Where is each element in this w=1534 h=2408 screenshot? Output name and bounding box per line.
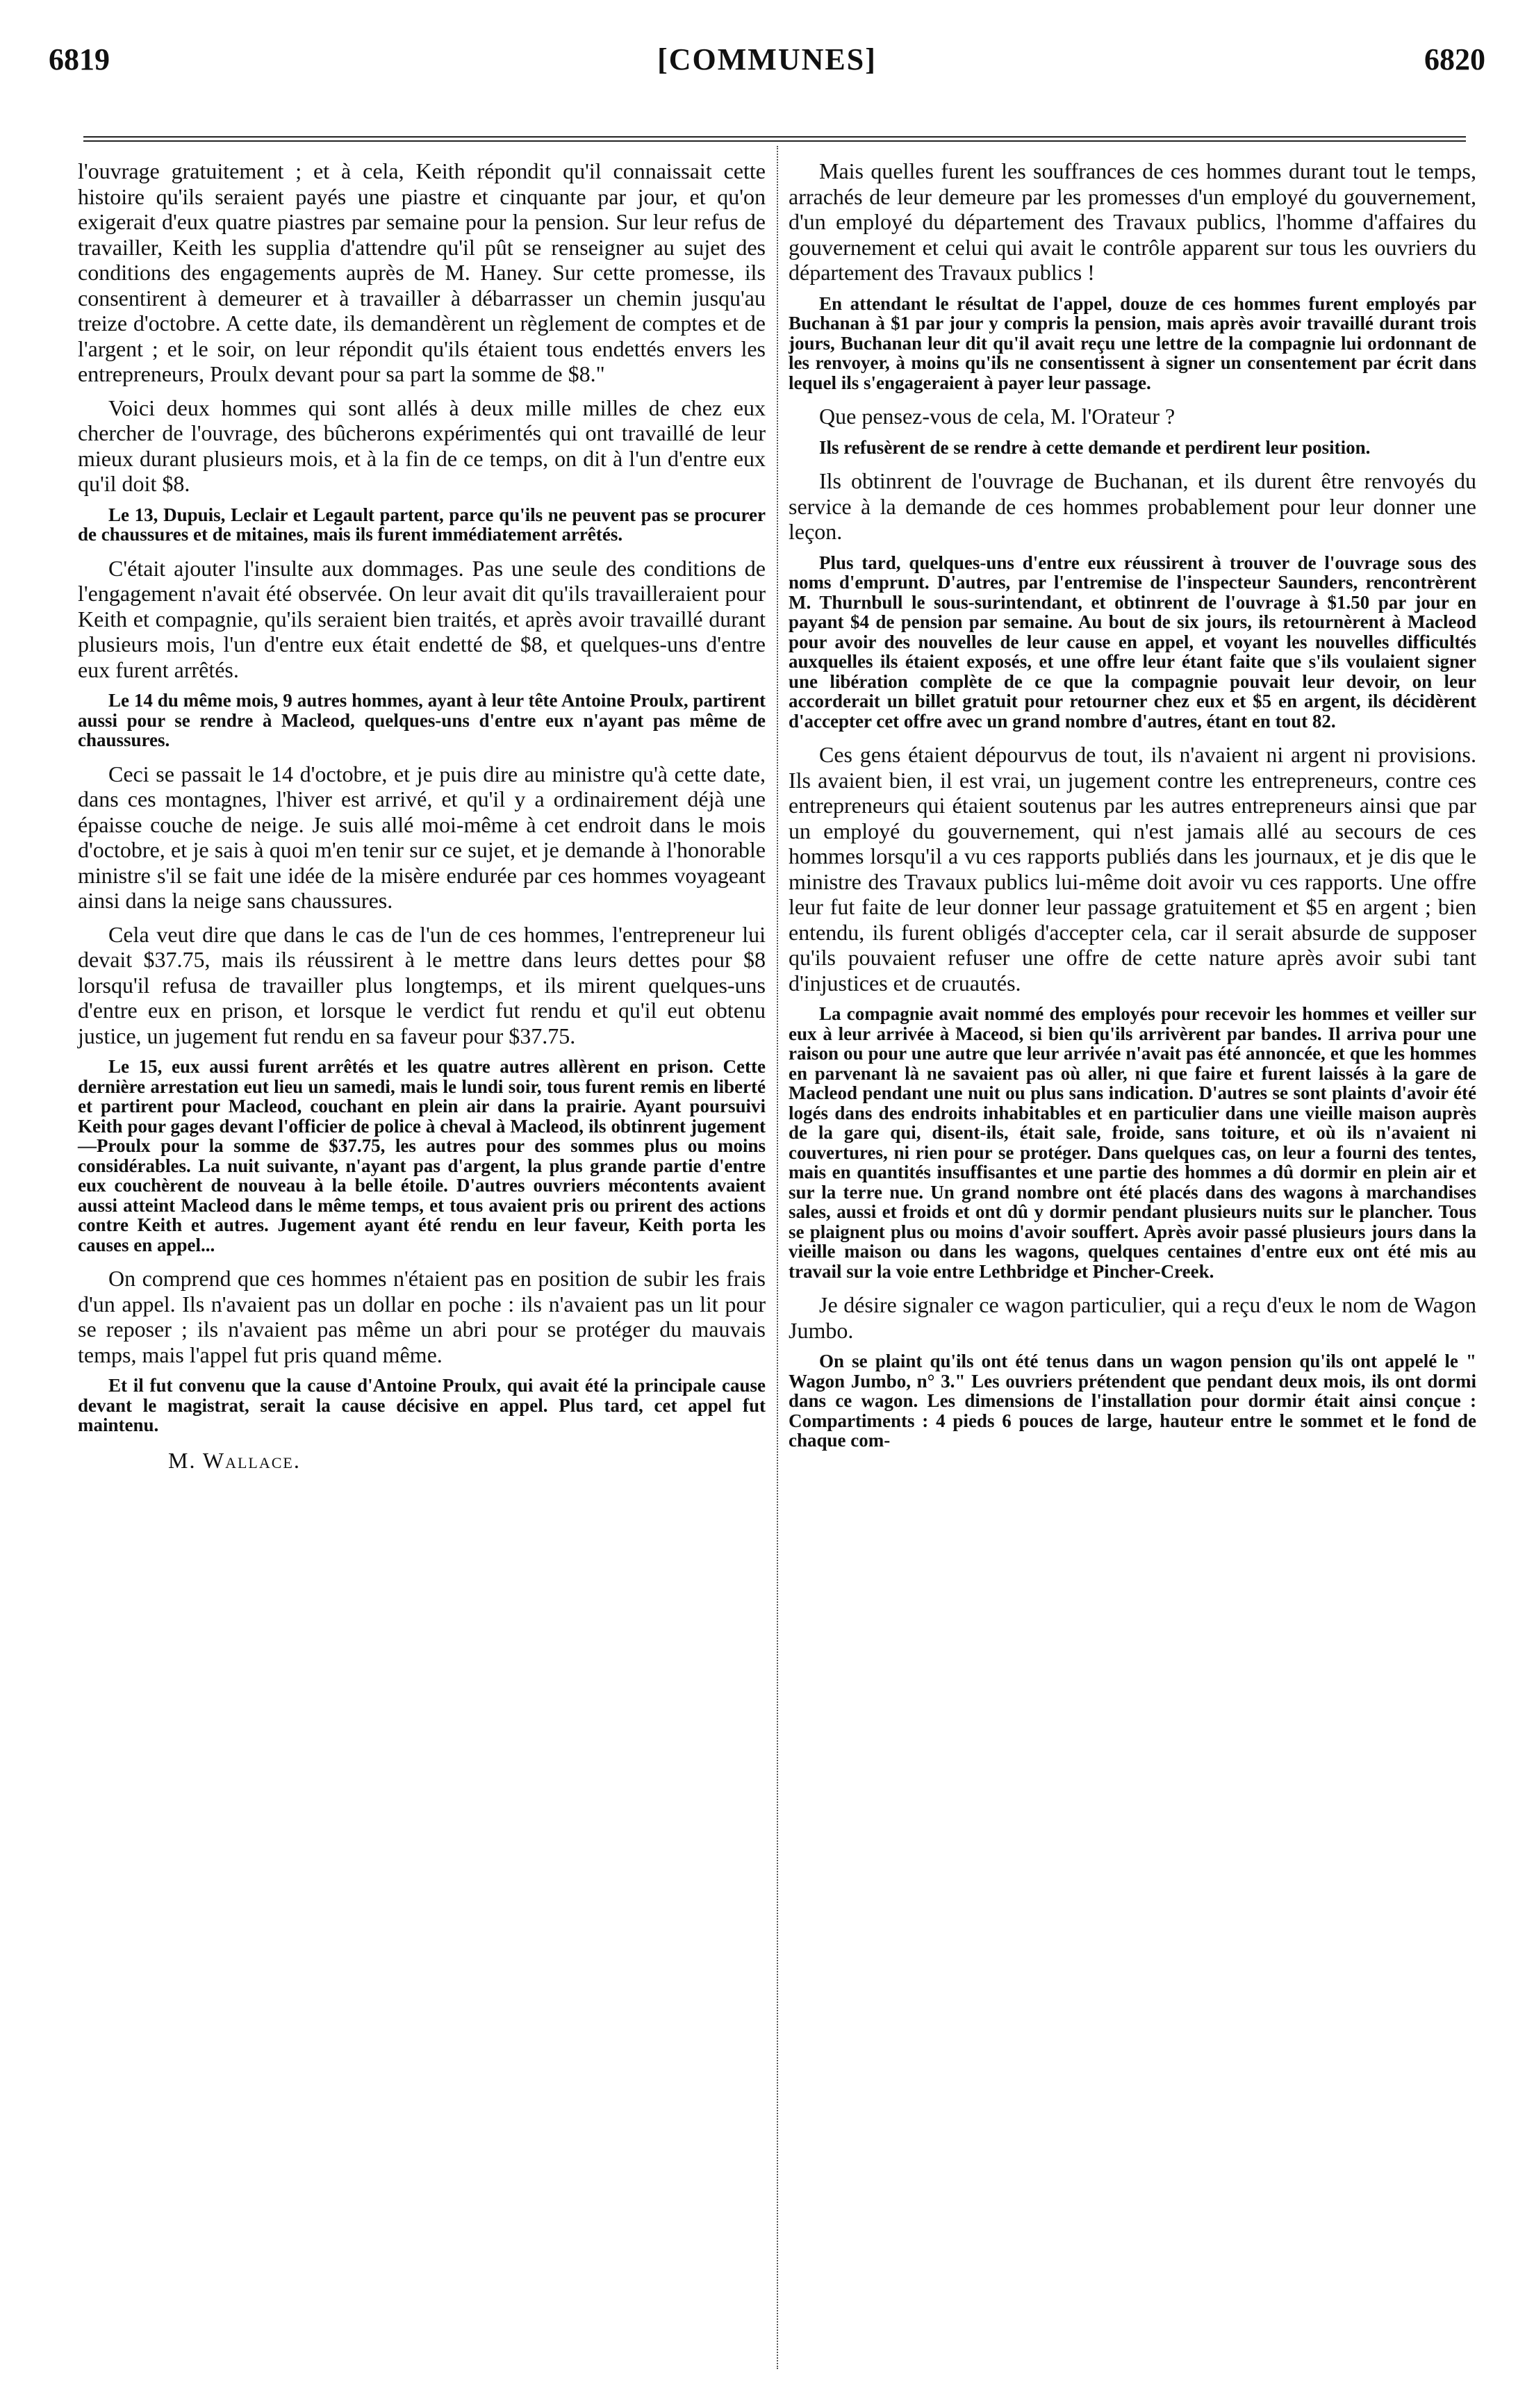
right-column xyxy=(789,158,1476,1462)
column-divider xyxy=(777,146,778,2369)
quoted-passage: On se plaint qu'ils ont été tenus dans un wagon pension qu'ils ont appelé le " Wagon Jumbo, n° 3." Les ouvriers prétendent que pendant deux mois, ils ont dormi dans ce wagon. Les dimensions de l'installation pour dormir était ainsi conçue : Compartiments : 4 pieds 6 pouces de large, hauteur entre le sommet et le fond de chaque com- xyxy=(789,1351,1476,1451)
paragraph: Ils obtinrent de l'ouvrage de Buchanan, et ils durent être renvoyés du service à la demande de ces hommes probablement pour leur donner une leçon. xyxy=(789,468,1476,544)
left-column xyxy=(78,158,766,1474)
header-rule xyxy=(83,136,1466,142)
quoted-passage: Le 13, Dupuis, Leclair et Legault partent, parce qu'ils ne peuvent pas se procurer de chaussures et de mitaines, mais ils furent immédiatement arrêtés. xyxy=(78,504,766,545)
paragraph: Mais quelles furent les souffrances de ces hommes durant tout le temps, arrachés de leur demeure par les promesses d'un employé du gouvernement, d'un employé du département des Travaux publics, l'homme d'affaires du gouvernement et celui qui avait le contrôle apparent sur tous les ouvriers du département des Travaux publics ! xyxy=(789,158,1476,285)
paragraph: C'était ajouter l'insulte aux dommages. Pas une seule des conditions de l'engagement n'avait été observée. On leur avait dit qu'ils travailleraient pour Keith et compagnie, qu'ils seraient bien traités, et après avoir travaillé durant plusieurs mois, l'un d'entre eux était endetté de $8, et quelques-uns d'entre eux furent arrêtés. xyxy=(78,555,766,682)
paragraph: Ceci se passait le 14 d'octobre, et je puis dire au ministre qu'à cette date, dans ces montagnes, l'hiver est arrivé, et qu'il y a ordinairement déjà une épaisse couche de neige. Je suis allé moi-même à cet endroit dans le mois d'octobre, et je sais à quoi m'en tenir sur ce sujet, et je demande à l'honorable ministre s'il se fait une idée de la misère endurée par ces hommes voyageant ainsi dans la neige sans chaussures. xyxy=(78,761,766,913)
page-number-left: 6819 xyxy=(49,42,110,76)
running-title: [COMMUNES] xyxy=(657,42,877,76)
paragraph: Je désire signaler ce wagon particulier, qui a reçu d'eux le nom de Wagon Jumbo. xyxy=(789,1292,1476,1343)
quoted-passage: Et il fut convenu que la cause d'Antoine Proulx, qui avait été la principale cause devant le magistrat, serait la cause décisive en appel. Plus tard, cet appel fut maintenu. xyxy=(78,1375,766,1435)
paragraph: On comprend que ces hommes n'étaient pas en position de subir les frais d'un appel. Ils n'avaient pas un dollar en poche : ils n'avaient pas un lit pour se reposer ; ils n'avaient pas même un abri pour se protéger du mauvais temps, mais l'appel fut pris quand même. xyxy=(78,1266,766,1367)
paragraph: l'ouvrage gratuitement ; et à cela, Keith répondit qu'il connaissait cette histoire qu'ils seraient payés une piastre et cinquante par jour, et qu'on exigerait d'eux quatre piastres par semaine pour la pension. Sur leur refus de travailler, Keith les supplia d'attendre qu'il pût se renseigner au sujet des conditions des engagements auprès de M. Haney. Sur cette promesse, ils consentirent à demeurer et à travailler à débarrasser un chemin jusqu'au treize d'octobre. A cette date, ils demandèrent un règlement de comptes et de l'argent ; et le soir, on leur répondit qu'ils étaient tous endettés envers les entrepreneurs, Proulx devant pour sa part la somme de $8." xyxy=(78,158,766,386)
quoted-passage: Le 14 du même mois, 9 autres hommes, ayant à leur tête Antoine Proulx, partirent aussi pour se rendre à Macleod, quelques-uns d'entre eux n'ayant pas même de chaussures. xyxy=(78,690,766,750)
paragraph: Voici deux hommes qui sont allés à deux mille milles de chez eux chercher de l'ouvrage, des bûcherons expérimentés qui ont travaillé de leur mieux durant plusieurs mois, et à la fin de ce temps, on dit à l'un d'entre eux qu'il doit $8. xyxy=(78,395,766,496)
paragraph: Ces gens étaient dépourvus de tout, ils n'avaient ni argent ni provisions. Ils avaient bien, il est vrai, un jugement contre les entrepreneurs, contre ces entrepreneurs qui étaient soutenus par les autres entrepreneurs ainsi que par un employé du gouvernement, qui n'est jamais allé au secours de ces hommes lorsqu'il a vu ces rapports publiés dans les journaux, et je dis que le ministre des Travaux publics lui-même doit avoir vu ces rapports. Une offre leur fut faite de leur donner leur passage gratuitement et $5 en argent ; bien entendu, ils furent obligés d'accepter cela, car il serait absurde de supposer qu'ils pouvaient refuser une offre de cette nature après avoir subi tant d'injustices et de cruautés. xyxy=(789,742,1476,996)
quoted-passage: La compagnie avait nommé des employés pour recevoir les hommes et veiller sur eux à leur arrivée à Maceod, si bien qu'ils arrivèrent par bandes. Il arriva pour une raison ou pour une autre que leur arrivée n'avait pas été annoncée, et que les hommes en parvenant là ne savaient pas où aller, ni que faire et furent laissés à la gare de Macleod pendant une nuit ou plus sans indication. D'autres se sont plaints d'avoir été logés dans des endroits inhabitables et en particulier dans une vieille maison auprès de la gare qui, disent-ils, était sale, froide, sans toiture, et où ils n'avaient ni couvertures, ni rien pour se protéger. Dans quelques cas, on leur a fourni des tentes, mais en quantités insuffisantes et une partie des hommes a dû dormir en plein air et sur la terre nue. Un grand nombre ont été placés dans des wagons à marchandises sales, aussi et froids et ont dû y dormir pendant plusieurs nuits sur le plancher. Tous se plaignent plus ou moins d'avoir souffert. Après avoir passé plusieurs jours dans la vieille maison ou dans les wagons, quelques centaines d'entre eux ont été mis au travail sur la voie entre Lethbridge et Pincher-Creek. xyxy=(789,1003,1476,1282)
speaker-name: M. Wallace. xyxy=(168,1447,301,1473)
paragraph: Que pensez-vous de cela, M. l'Orateur ? xyxy=(819,404,1176,429)
quoted-passage: En attendant le résultat de l'appel, douze de ces hommes furent employés par Buchanan à $1 par jour y compris la pension, mais après avoir travaillé durant trois jours, Buchanan leur dit qu'il avait reçu une lettre de la compagnie lui ordonnant de les renvoyer, à moins qu'ils ne consentissent à signer un consentement par écrit dans lequel ils s'engageraient à payer leur passage. xyxy=(789,292,1476,393)
page-number-right: 6820 xyxy=(1424,42,1485,76)
quoted-passage: Ils refusèrent de se rendre à cette demande et perdirent leur position. xyxy=(819,436,1371,458)
paragraph: Cela veut dire que dans le cas de l'un de ces hommes, l'entrepreneur lui devait $37.75, mais ils réussirent à le mettre dans leurs dettes pour $8 lorsqu'il refusa de travailler plus longtemps, et ils mirent quelques-uns d'entre eux en prison, et lorsque le verdict fut rendu et qu'il eut obtenu justice, un jugement fut rendu en sa faveur pour $37.75. xyxy=(78,921,766,1048)
quoted-passage: Plus tard, quelques-uns d'entre eux réussirent à trouver de l'ouvrage sous des noms d'emprunt. D'autres, par l'entremise de l'inspecteur Saunders, rencontrèrent M. Thurnbull le sous-surintendant, et obtinrent de l'ouvrage à $1.50 par jour en payant $4 de pension par semaine. Au bout de six jours, ils retournèrent à Macleod pour avoir des nouvelles de leur cause en appel, et voyant les nouvelles difficultés auxquelles ils étaient exposés, et une offre leur étant faite que s'ils voulaient signer une libération complète de ce que la compagnie pouvait leur devoir, on leur accorderait un billet gratuit pour retourner chez eux et $5 en argent, ils décidèrent d'accepter cet offre avec un grand nombre d'autres, étant en tout 82. xyxy=(789,552,1476,732)
quoted-passage: Le 15, eux aussi furent arrêtés et les quatre autres allèrent en prison. Cette dernière arrestation eut lieu un samedi, mais le lundi soir, tous furent remis en liberté et partirent pour Macleod, couchant en plein air dans la prairie. Ayant poursuivi Keith pour gages devant l'officier de police à cheval à Macleod, ils obtinrent jugement—Proulx pour la somme de $37.75, les autres pour des sommes plus ou moins considérables. La nuit suivante, n'ayant pas d'argent, la plus grande partie d'entre eux couchèrent de nouveau à la belle étoile. D'autres ouvriers mécontents avaient aussi atteint Macleod dans le même temps, et tous avaient pris ou prirent des actions contre Keith et autres. Jugement ayant été rendu en leur faveur, Keith porta les causes en appel... xyxy=(78,1056,766,1255)
page-header xyxy=(49,42,1485,97)
